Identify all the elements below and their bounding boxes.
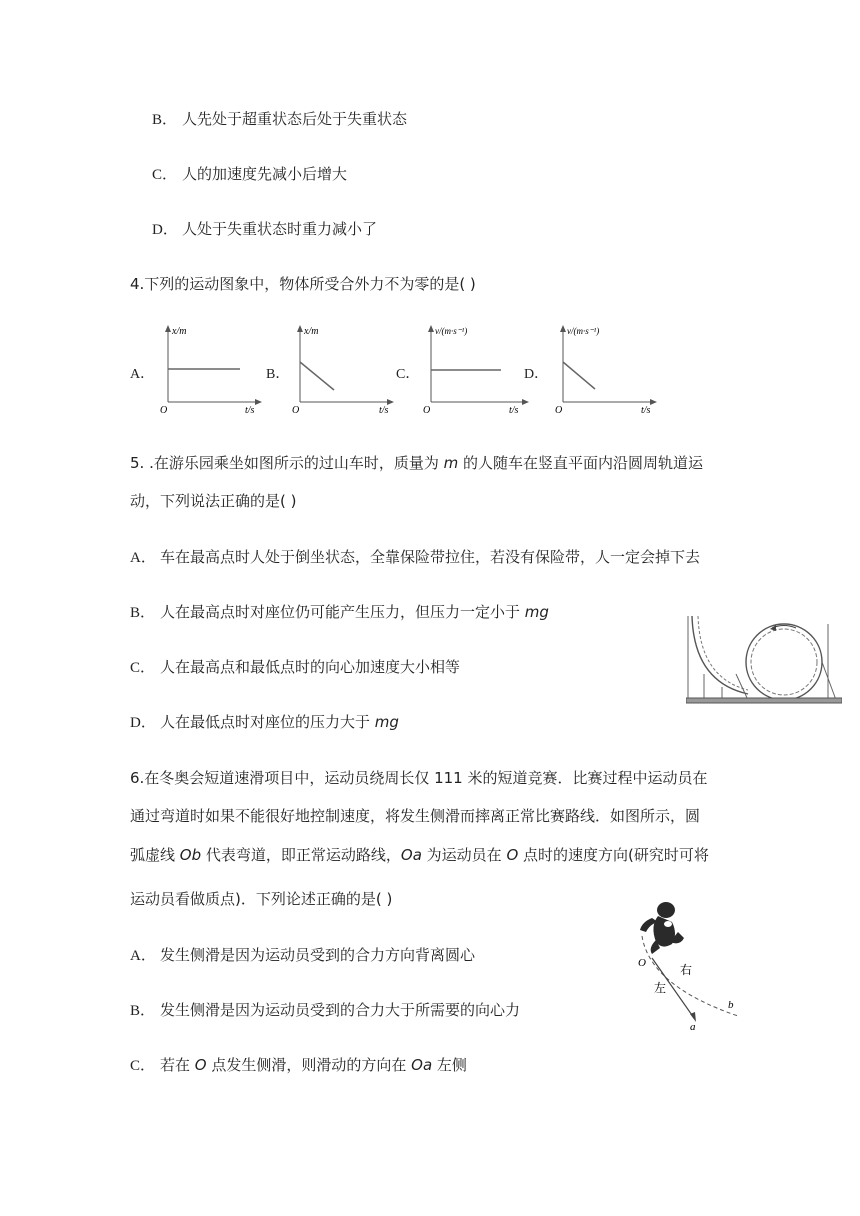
graph-b-xlabel: t/s xyxy=(379,405,389,416)
graph-d xyxy=(545,322,660,417)
q5-option-b xyxy=(130,601,549,624)
q4-stem: 4.下列的运动图象中，物体所受合外力不为零的是( ) xyxy=(130,275,476,293)
left-label: 左 xyxy=(654,981,667,995)
q5-var-m: m xyxy=(443,454,459,472)
graph-d-origin: O xyxy=(555,405,563,416)
option-letter: A． xyxy=(130,550,156,566)
q6-stem-text: 为运动员在 xyxy=(421,846,507,864)
q6-stem-line1: 6.在冬奥会短道速滑项目中，运动员绕周长仅 111 米的短道竞赛．比赛过程中运动员在 xyxy=(130,769,708,787)
q6-option-a xyxy=(130,944,475,967)
option-letter: B． xyxy=(152,112,178,128)
option-text: 车在最高点时人处于倒坐状态，全靠保险带拉住，若没有保险带，人一定会掉下去 xyxy=(160,548,701,566)
graph-b-ylabel: x/m xyxy=(304,326,319,337)
option-text: 人在最低点时对座位的压力大于 xyxy=(160,713,375,731)
point-o-label: O xyxy=(638,957,646,969)
graph-a-label: A． xyxy=(130,367,155,382)
option-var: O xyxy=(194,1056,207,1074)
graph-a-ylabel: x/m xyxy=(172,326,187,337)
option-letter: C． xyxy=(130,660,156,676)
option-letter: D． xyxy=(152,222,178,238)
point-a-label: a xyxy=(690,1021,696,1032)
q5-option-c xyxy=(130,656,460,679)
graph-a-origin: O xyxy=(160,405,168,416)
graph-a xyxy=(150,322,265,417)
graph-d-xlabel: t/s xyxy=(641,405,651,416)
option-text: 发生侧滑是因为运动员受到的合力方向背离圆心 xyxy=(160,946,476,964)
q6-option-b xyxy=(130,999,520,1022)
skater-figure xyxy=(628,896,744,1032)
option-var: mg xyxy=(524,603,549,621)
option-text: 左侧 xyxy=(432,1056,467,1074)
option-text: 人处于失重状态时重力减小了 xyxy=(182,220,378,238)
graph-c-xlabel: t/s xyxy=(509,405,519,416)
graph-d-ylabel: v/(m·s⁻¹) xyxy=(567,326,600,336)
right-label: 右 xyxy=(680,963,693,977)
graph-c-origin: O xyxy=(423,405,431,416)
option-var: Oa xyxy=(411,1056,433,1074)
graph-b-origin: O xyxy=(292,405,300,416)
skater-icon xyxy=(640,902,684,954)
q5-stem-line2: 动，下列说法正确的是( ) xyxy=(130,492,297,510)
graph-c xyxy=(413,322,533,417)
option-letter: C． xyxy=(152,167,178,183)
q6-stem-line2: 通过弯道时如果不能很好地控制速度，将发生侧滑而摔离正常比赛路线．如图所示，圆 xyxy=(130,807,701,825)
option-text: 若在 xyxy=(160,1056,195,1074)
option-letter: C． xyxy=(130,1058,156,1074)
option-text: 发生侧滑是因为运动员受到的合力大于所需要的向心力 xyxy=(160,1001,521,1019)
q6-stem-text: 点时的速度方向(研究时可将 xyxy=(518,846,709,864)
option-text: 人在最高点时对座位仍可能产生压力，但压力一定小于 xyxy=(160,603,525,621)
q3-option-d xyxy=(152,218,377,241)
graph-b xyxy=(282,322,397,417)
graph-d-line xyxy=(563,362,595,389)
point-b-label: b xyxy=(728,999,734,1011)
option-letter: B． xyxy=(130,605,156,621)
roller-coaster-figure xyxy=(686,614,842,706)
graph-d-label: D． xyxy=(524,367,549,382)
option-text: 点发生侧滑，则滑动的方向在 xyxy=(206,1056,412,1074)
q6-var-ob: Ob xyxy=(179,846,202,864)
loop-track xyxy=(746,624,822,700)
graph-c-label: C． xyxy=(396,367,420,382)
option-letter: B． xyxy=(130,1003,156,1019)
q5-stem-text: 5. .在游乐园乘坐如图所示的过山车时，质量为 xyxy=(130,454,444,472)
option-text: 人在最高点和最低点时的向心加速度大小相等 xyxy=(160,658,461,676)
q5-option-d xyxy=(130,711,399,734)
option-var: mg xyxy=(374,713,399,731)
q3-option-c xyxy=(152,163,347,186)
q5-stem-line1 xyxy=(130,452,703,474)
q6-option-c xyxy=(130,1054,467,1077)
option-text: 人先处于超重状态后处于失重状态 xyxy=(182,110,408,128)
q5-stem-text: 的人随车在竖直平面内沿圆周轨道运 xyxy=(458,454,704,472)
option-letter: D． xyxy=(130,715,156,731)
q5-option-a xyxy=(130,546,700,569)
q6-var-oa: Oa xyxy=(400,846,422,864)
graph-b-line xyxy=(300,362,334,390)
option-letter: A． xyxy=(130,948,156,964)
q6-stem-line3 xyxy=(130,844,709,866)
graph-b-label: B． xyxy=(266,367,290,382)
q6-stem-line4: 运动员看做质点)．下列论述正确的是( ) xyxy=(130,890,393,908)
q6-var-o: O xyxy=(506,846,519,864)
graph-a-xlabel: t/s xyxy=(245,405,255,416)
option-text: 人的加速度先减小后增大 xyxy=(182,165,348,183)
graph-c-ylabel: v/(m·s⁻¹) xyxy=(435,326,468,336)
q6-stem-text: 弧虚线 xyxy=(130,846,180,864)
q6-stem-text: 代表弯道，即正常运动路线， xyxy=(201,846,401,864)
q3-option-b xyxy=(152,108,407,131)
